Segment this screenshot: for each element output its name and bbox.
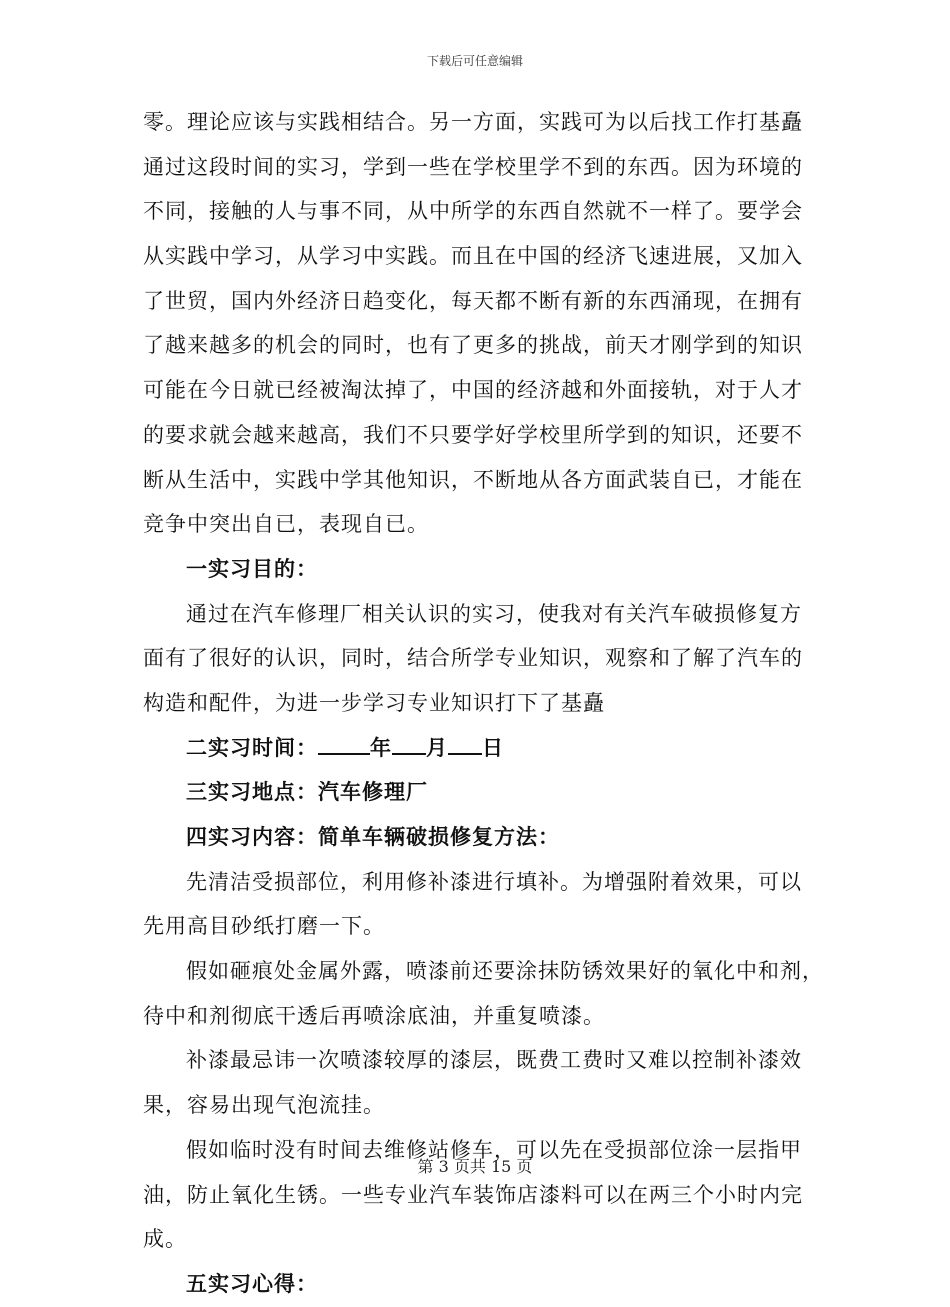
paragraph-line: 竞争中突出自已，表现自已。 xyxy=(143,512,429,537)
paragraph-line: 假如临时没有时间去维修站修车，可以先在受损部位涂一层指甲 xyxy=(186,1137,802,1162)
paragraph-line: 假如砸痕处金属外露，喷漆前还要涂抹防锈效果好的氧化中和剂， xyxy=(186,959,824,984)
paragraph-line: 油，防止氧化生锈。一些专业汽车装饰店漆料可以在两三个小时内完 xyxy=(143,1182,803,1207)
section-heading-location: 三实习地点：汽车修理厂 xyxy=(186,780,428,805)
paragraph-line: 面有了很好的认识，同时，结合所学专业知识，观察和了解了汽车的 xyxy=(143,646,803,671)
paragraph-line: 成。 xyxy=(143,1227,187,1252)
paragraph-line: 从实践中学习，从学习中实践。而且在中国的经济飞速进展，又加入 xyxy=(143,244,803,269)
section-heading-content: 四实习内容：简单车辆破损修复方法： xyxy=(186,825,560,849)
day-label: 日 xyxy=(482,735,504,760)
section-heading-purpose: 一实习目的： xyxy=(186,556,318,581)
day-blank xyxy=(448,733,482,755)
month-label: 月 xyxy=(426,735,448,760)
year-blank xyxy=(318,733,370,755)
paragraph-line: 了越来越多的机会的同时，也有了更多的挑战，前天才刚学到的知识 xyxy=(143,333,803,358)
paragraph-line: 果，容易出现气泡流挂。 xyxy=(143,1093,385,1118)
paragraph-line: 通过在汽车修理厂相关认识的实习，使我对有关汽车破损修复方 xyxy=(186,601,802,626)
page-footer: 第 3 页共 15 页 xyxy=(417,1157,533,1176)
paragraph-line: 的要求就会越来越高，我们不只要学好学校里所学到的知识，还要不 xyxy=(143,422,803,447)
paragraph-line: 先清洁受损部位，利用修补漆进行填补。为增强附着效果，可以 xyxy=(186,869,802,894)
time-label: 二实习时间： xyxy=(186,735,318,760)
month-blank xyxy=(392,733,426,755)
page-header: 下载后可任意编辑 xyxy=(426,54,523,68)
paragraph-line: 构造和配件，为进一步学习专业知识打下了基矗 xyxy=(143,690,605,715)
section-heading-time xyxy=(143,726,803,771)
paragraph-line: 断从生活中，实践中学其他知识，不断地从各方面武装自已，才能在 xyxy=(143,467,803,492)
paragraph-line: 不同，接触的人与事不同，从中所学的东西自然就不一样了。要学会 xyxy=(143,199,803,224)
paragraph-line: 通过这段时间的实习，学到一些在学校里学不到的东西。因为环境的 xyxy=(143,154,803,179)
paragraph-line: 零。理论应该与实践相结合。另一方面，实践可为以后找工作打基矗 xyxy=(143,110,803,134)
section-heading-reflection: 五实习心得： xyxy=(186,1271,318,1296)
paragraph-line: 了世贸，国内外经济日趋变化，每天都不断有新的东西涌现，在拥有 xyxy=(143,288,803,313)
document-body xyxy=(143,100,824,1307)
year-label: 年 xyxy=(370,735,392,760)
paragraph-line: 待中和剂彻底干透后再喷涂底油，并重复喷漆。 xyxy=(143,1003,605,1028)
paragraph-line: 先用高目砂纸打磨一下。 xyxy=(143,914,385,939)
paragraph-line: 补漆最忌讳一次喷漆较厚的漆层，既费工费时又难以控制补漆效 xyxy=(186,1048,802,1073)
paragraph-line: 可能在今日就已经被淘汰掉了，中国的经济越和外面接轨，对于人才 xyxy=(143,378,803,403)
